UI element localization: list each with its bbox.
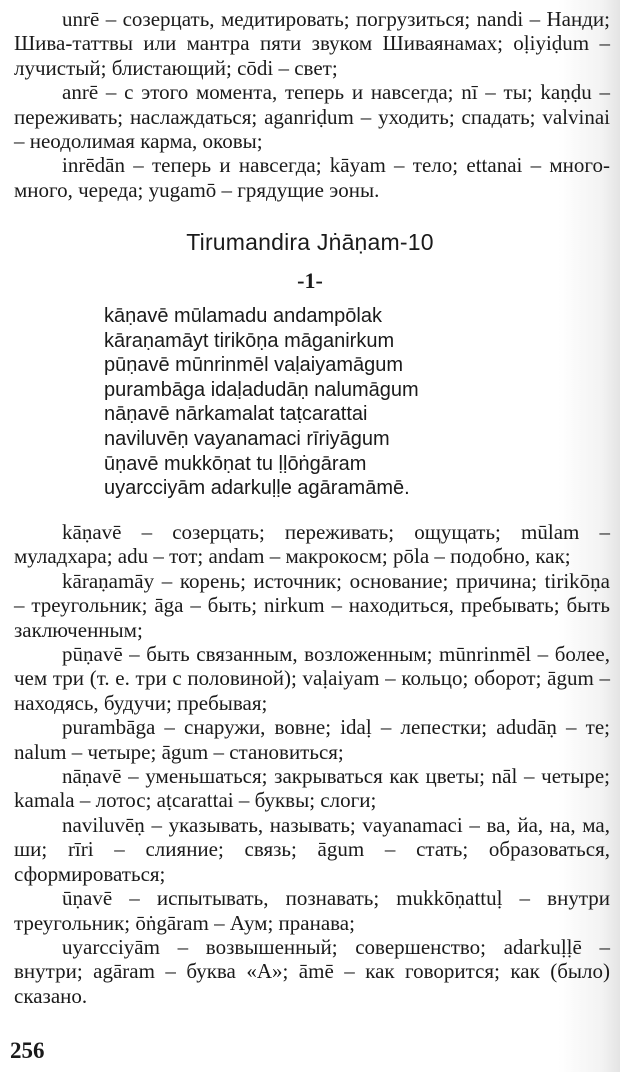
verse-line: ūṇavē mukkōṇat tu ḷḷōṅgāram — [104, 452, 367, 475]
verse-line: purambāga idaḷadudāṇ nalumāgum — [104, 378, 419, 401]
gloss-paragraph: nāṇavē – уменьшаться; закрываться как цветы; nāl – четыре; kamala – лотос; aṭcarattai – буквы; слоги; — [14, 764, 610, 813]
gloss-paragraph: kāṇavē – созерцать; переживать; ощущать; mūlam – муладхара; adu – тот; andam – макрокосм; pōla – подобно, как; — [14, 520, 610, 569]
verse-line: pūṇavē mūnrinmēl vaḷaiyamāgum — [104, 354, 404, 377]
verse-number: -1- — [297, 268, 323, 293]
gloss-paragraph: uyarcciyām – возвышенный; совершенство; adarkuḷḷē – внутри; agāram – буква «А»; āmē – как говорится; как (было) сказано. — [14, 934, 610, 1008]
glossary-top — [14, 7, 610, 202]
gloss-paragraph: naviluvēṇ – указывать, называть; vayanamaci – ва, йа, на, ма, ши; rīri – слияние; связь; āgum – стать; образоваться, сформироваться; — [14, 812, 610, 886]
glossary-bottom — [14, 520, 610, 1008]
section-title: Tirumandira Jṅāṇam-10 — [186, 229, 434, 255]
verse-line: kāṇavē mūlamadu andampōlak — [104, 305, 382, 327]
verse-line: uyarcciyām adarkuḷḷe agāramāmē. — [104, 477, 410, 500]
gloss-paragraph: unrē – созерцать, медитировать; погрузиться; nandi – Нанди; Шива-таттвы или мантра пяти звуком Шиваянамах; oḷiyiḍum – лучистый; блистающий; cōdi – свет; — [14, 7, 610, 80]
page-number: 256 — [10, 1038, 45, 1063]
gloss-paragraph: purambāga – снаружи, вовне; idaḷ – лепестки; adudāṇ – те; nalum – четыре; āgum – становиться; — [14, 715, 610, 764]
gloss-paragraph: anrē – с этого момента, теперь и навсегда; nī – ты; kaṇḍu – переживать; наслаждаться; aganriḍum – уходить; спадать; valvinai – неодолимая карма, оковы; — [14, 80, 610, 154]
verse-line: nāṇavē nārkamalat taṭcarattai — [104, 403, 368, 426]
gloss-paragraph: ūṇavē – испытывать, познавать; mukkōṇattuḷ – внутри треугольник; ōṅgāram – Аум; пранава; — [14, 886, 610, 935]
gloss-paragraph: inrēdān – теперь и навсегда; kāyam – тело; ettanai – много-много, череда; yugamō – грядущие эоны. — [14, 153, 610, 202]
verse-block — [104, 304, 419, 501]
verse-line: naviluvēṇ vayanamaci rīriyāgum — [104, 427, 390, 450]
gloss-paragraph: pūṇavē – быть связанным, возложенным; mūnrinmēl – более, чем три (т. е. три с половиной); vaḷaiyam – кольцо; оборот; āgum – находясь, будучи; пребывая; — [14, 642, 610, 715]
gloss-paragraph: kāraṇamāy – корень; источник; основание; причина; tirikōṇa – треугольник; āga – быть; nirkum – находиться, пребывать; быть заключенным; — [14, 568, 610, 642]
verse-line: kāraṇamāyt tirikōṇa māganirkum — [104, 329, 395, 352]
